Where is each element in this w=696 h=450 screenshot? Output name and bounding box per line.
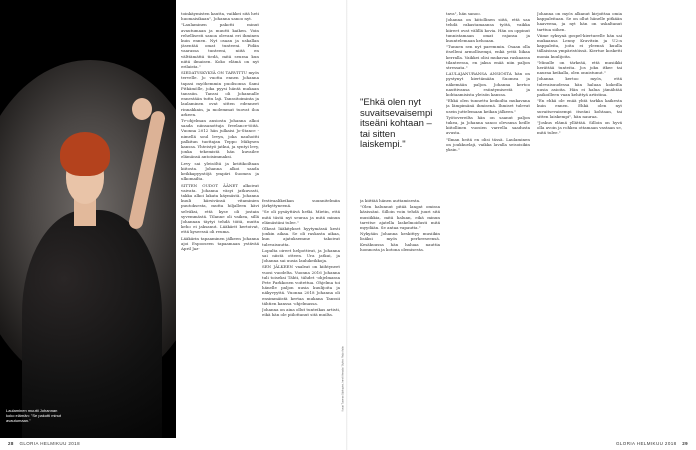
paragraph: "Se oli pysäyttävä hetki. Mietin, että mitä tästä nyt seuraa ja mitä minun elämästäni tulee." [262, 209, 340, 225]
paragraph: toinkäymisten kautta, vaikkei sitä heti huomaisikaan", Johanna sanoo nyt. [181, 11, 259, 22]
photo-credit [338, 300, 346, 420]
paragraph: tava", hän sanoo. [446, 11, 481, 16]
paragraph: festivaalikeikan suunnitelmiin järkyttyneenä. [262, 198, 340, 209]
paragraph: SEN JÄLKEEN vaaleat on kiihtyneet vuosi vuodelta. Vuonna 2016 Johanna tuli toiseksi Tähti, tähdet -ohjelmassa Pete Parkkosen voitettua. Ohjelma toi hänelle paljon uusia kuulijoita ja näkyvyyttä. Vuonna 2018 Johanna oli ensimmäistä kertaa mukana Tanssii tähtien kanssa -ohjelmassa. [262, 264, 340, 306]
photo-caption: Laulaminen muutti Johannan koko elämän: "Se pakotti minut avautumaan." [6, 408, 62, 423]
singer-hair [60, 132, 110, 176]
paragraph: Nykyään Johanna keskittyy musiikin lisäksi myös perheeseensä. Kesäkuussa hän haluaa nauttia luonnosta ja kotona olemisesta. [360, 231, 440, 252]
singer-photo [0, 0, 176, 438]
page-number: 28 [8, 441, 14, 446]
paragraph: Johanna on aina ollut tunteikas artisti, eikä hän ole piilottanut sitä muilta. [262, 307, 340, 318]
paragraph: "Ilman heitä en olisi tässä. Laulaminen on joukkuelaji, vaikka lavalla seisoisikin yksin." [446, 136, 530, 153]
page-number: 29 [682, 441, 688, 446]
paragraph: Lääkärin tapaaminen jälkeen Johanna ajoi Espooseen tapaamaan ystävää April Jaz- [181, 235, 259, 251]
paragraph: LAULAJANURANSA ANSIOSTA hän on pystynyt kiertämään Suomea ja näkemään paljon. Johanna kertoo nauttivansa esiintymisestä ja kohtaamisista yleisön kanssa. [446, 71, 530, 98]
paragraph: "Joskus elämä yllättää. Silloin on hyvä olla avoin ja rohkea ottamaan vastaan se, mitä tulee." [537, 120, 622, 136]
article-column-5 [537, 11, 622, 436]
raised-hand [132, 98, 152, 120]
paragraph: Olkeat lääkitykset hyytymässä kesti jonkin aikaa. Se oli raskasta aikaa, kun ajatuksemme takoivat tulevaisuutta. [262, 226, 340, 247]
paragraph: "Ehkä olen tunnettu keikoilta mukavana ja lämpimänä ihmisenä. Ihmiset tulevat usein juttelemaan keikan jälkeen." [446, 98, 530, 114]
paragraph: "En ehkä ole enää yhtä tarkka kaikesta kuin ennen. Ehkä olen nyt suvaitsevaisempi itseäni kohtaan, tai sitten laiskempi", hän nauraa. [537, 98, 622, 119]
paragraph: Levy sai yleisöltä ja kriitikoiltaan kiitosta. Johanna alkoi saada keikkapyyntöjä ympäri Suomea ja ulkomailta. [181, 160, 259, 182]
paragraph: "Laulaminen pakotti minut avautumaan ja muutti kaiken. Voin rehellisesti sanoa olevani eri ihminen kuin ennen. Nyt osaan ja uskallan jäsentää omat tunteeni. Pidän vaarassa tunteeni, niitä en välttämättä tiedä, mitä seuraa kun niitä ilmaisen. Koko elämä on nyt erilaista." [181, 22, 259, 70]
right-footer [616, 441, 688, 446]
photo-credit-text: Kuvat Tuomas Björkqvist, Irmeli Annala / Stylist: Reijo Aalto [341, 346, 345, 412]
paragraph: Johanna kertoo myös, että tulevaisuudessa hän haluaa kokeilla uusia asioita. Hän ei halua jämähtää paikoilleen vaan kehittyä artistina. [537, 76, 622, 98]
paragraph: SITTEN OUDOT ÄÄNET alkoivat vaivata. Johanna väsyi jatkuvasti, takka alkoi lakata käymästä. Johanna kuuli kärsivänsä vitaminien puutoksesta, mutta hiljalleen kävi selväksi, että kyse oli jostain syvemmästä. Tilanne oli vaikea, sillä Johannan täytyi tehdä töitä, mutta keho ei jaksanut. Lääkärit kertoivat, että kyseessä oli reuma. [181, 182, 259, 235]
paragraph: Lopulta oireet helpottivat, ja Johanna sai niistä otteen. Ura jatkui, ja Johanna sai uusia laulukeikkoja. [262, 247, 340, 264]
paragraph: "Tunnen sen nyt paremmin. Osaan olla itselleni armollisempi, enkä yritä liikaa kerralla. Vaikkei olisi mukavaa raskaassa tilanteessa, en jaksa enää niin paljon stressata." [446, 44, 530, 71]
article-column-1 [181, 11, 259, 436]
article-column-4 [446, 11, 530, 436]
feather-boa [22, 210, 162, 438]
paragraph: Viime syksynä gospel-kiertueelle hän sai mukaansa Lenny Kravitzin ja U2:n kappaleita, joita ei yleensä kuulla tällaisissa ympäristöissä. Kiertue kosketti monia kuulijoita. [537, 32, 622, 59]
paragraph: Johanna on kiitollinen siitä, että saa tehdä rakastamaansa työtä, vaikka kiireet ovat välillä kovia. Hän on oppinut tunnistamaan omat rajansa ja kuuntelemaan kehoaan. [446, 17, 530, 44]
left-footer [8, 441, 80, 446]
paragraph: Johanna on myös alkanut kirjoittaa omia kappaleitaan. Se on ollut hänelle pitkään haaveena, ja nyt hän on uskaltanut tarttua siihen. [537, 11, 622, 32]
article-column-2 [262, 198, 340, 436]
paragraph: Työtovereilta hän on saanut paljon tukea, ja Johanna sanoo olevansa heille kiitollinen vuosien varrella saadusta avusta. [446, 114, 530, 136]
paragraph: "Olen halunnut pitää langat omissa käsissäni. Silloin voin tehdä juuri sitä musiikkia, mitä haluan, eikä minun tarvitse ajatella laskelmoidusti mitä myydään. Se antaa vapautta." [360, 204, 440, 231]
paragraph: SIEDATYSKYKYÄ ON TARVITTU myös tervelle. Jo vuotta ennen Johanna tapasi myöhemmin puolisonsa Sami Pitkämölle, joka pyysi häntä mukaan tanssiin. Tanssi oli Johannalle ennestään tuttu laji. Tanssitoiminta ja laulaminen ovat sitten edenneet rinnakkain, ja molemmat tuovat iloa arkeen. [181, 70, 259, 117]
paragraph: "Minulle on tärkeää, että musiikki herättää tunteita. Jos joku itkee tai nauraa keikalla, olen onnistunut." [537, 59, 622, 76]
publication-name: GLORIA HELMIKUU 2018 [19, 441, 80, 446]
paragraph: ja kiittää hänen auttamisesta. [360, 198, 421, 203]
pull-quote: "Ehkä olen nyt suvaitsevaisempi itseäni kohtaan – tai sitten laiskempi." [360, 97, 433, 150]
paragraph: Tv-ohjelman ansiosta Johanna alkoi saada niinsanottuja freelance-töitä. Vuonna 2012 hän julkaisi Jo-Stance -nimellä soul levyn, joka nauhoitti palkitun tuottajan Teppo Mäkysen kanssa. Yhteistyö jatkui, ja syntyi levy, jonka tekemistä hän kuvailee elämänsä antoisimmaksi. [181, 118, 259, 160]
publication-name: GLORIA HELMIKUU 2018 [616, 441, 677, 446]
article-column-3 [360, 198, 440, 436]
